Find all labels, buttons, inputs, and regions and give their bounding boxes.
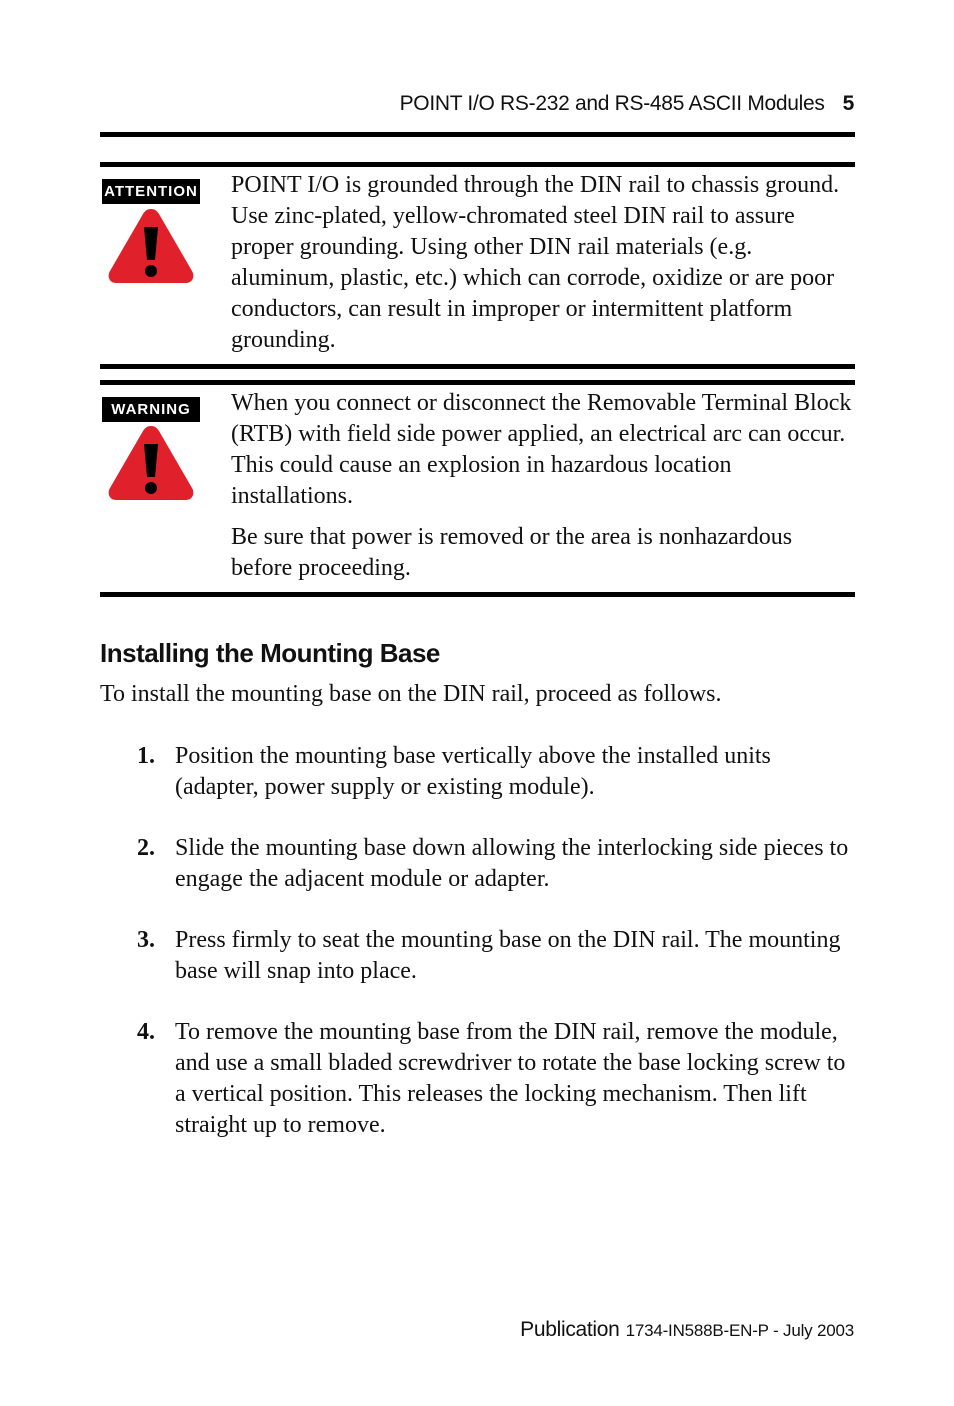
step-number: 4.	[137, 1019, 155, 1045]
header-title: POINT I/O RS-232 and RS-485 ASCII Modules	[399, 92, 825, 115]
warning-text	[231, 388, 855, 594]
running-header	[400, 92, 854, 116]
warning-paragraph: When you connect or disconnect the Removable Terminal Block (RTB) with field side power applied, an electrical arc can occur. This could cause an explosion in hazardous location installations.	[231, 390, 852, 509]
step-number: 1.	[137, 743, 155, 769]
warning-bottom-rule	[100, 592, 855, 597]
attention-text	[231, 170, 855, 366]
step-text: Press firmly to seat the mounting base on the DIN rail. The mounting base will snap into place.	[175, 927, 841, 984]
warning-triangle-icon	[106, 205, 196, 287]
warning-top-rule	[100, 380, 855, 385]
warning-badge: WARNING	[102, 397, 200, 422]
step-number: 2.	[137, 835, 155, 861]
steps-list	[100, 741, 855, 1171]
list-item	[100, 925, 855, 987]
step-text: Slide the mounting base down allowing the interlocking side pieces to engage the adjacent module or adapter.	[175, 835, 849, 892]
attention-badge: ATTENTION	[102, 179, 200, 204]
page-number: 5	[842, 92, 854, 115]
attention-bottom-rule	[100, 364, 855, 369]
attention-paragraph: POINT I/O is grounded through the DIN rail to chassis ground. Use zinc-plated, yellow-chromated steel DIN rail to assure proper grounding. Using other DIN rail materials (e.g. aluminum, plastic, etc.) which can corrode, oxidize or are poor conductors, can result in improper or intermittent platform grounding.	[231, 172, 840, 353]
publication-id: 1734-IN588B-EN-P - July 2003	[625, 1321, 854, 1340]
list-item	[100, 1017, 855, 1141]
warning-notice	[100, 380, 855, 600]
warning-triangle-icon	[106, 422, 196, 504]
warning-paragraph: Be sure that power is removed or the area is nonhazardous before proceeding.	[231, 524, 793, 581]
section-intro: To install the mounting base on the DIN rail, proceed as follows.	[100, 681, 722, 707]
header-rule	[100, 132, 855, 137]
attention-notice	[100, 162, 855, 372]
list-item	[100, 833, 855, 895]
step-number: 3.	[137, 927, 155, 953]
section-title: Installing the Mounting Base	[100, 638, 440, 668]
publication-footer	[520, 1318, 854, 1342]
attention-top-rule	[100, 162, 855, 167]
step-text: To remove the mounting base from the DIN rail, remove the module, and use a small bladed screwdriver to rotate the base locking screw to a vertical position. This releases the locking mechanism. Then lift straight up to remove.	[175, 1019, 846, 1138]
publication-label: Publication	[520, 1318, 620, 1341]
list-item	[100, 741, 855, 803]
step-text: Position the mounting base vertically above the installed units (adapter, power supply or existing module).	[175, 743, 771, 800]
